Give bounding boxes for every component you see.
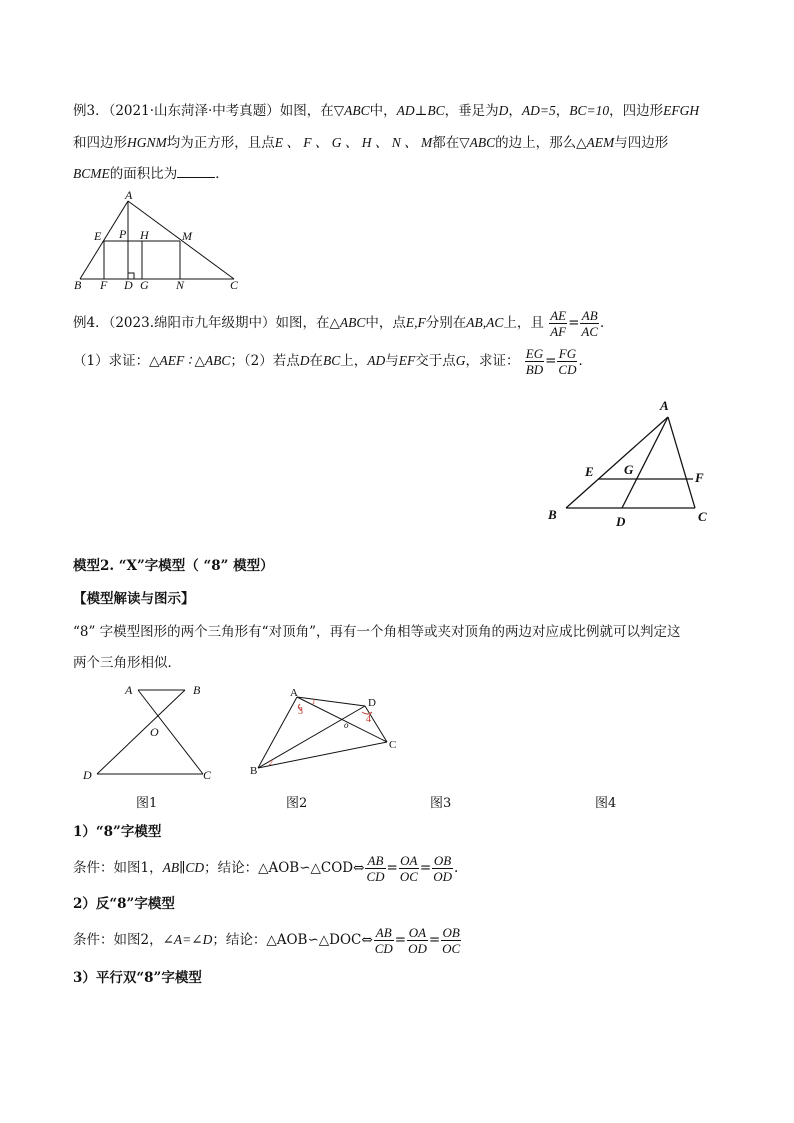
angle-label-4: 4 [366, 714, 371, 725]
model2-para-line1: “8” 字模型图形的两个三角形有“对顶角”，再有一个角相等或夹对顶角的两边对应成比例就可以判定这 [73, 624, 681, 640]
label-d: D [83, 768, 92, 782]
line-db [258, 706, 365, 768]
line-ad [297, 697, 365, 706]
label-o: o [344, 720, 349, 730]
label-h: H [140, 228, 149, 242]
case1-body: 条件：如图1，AB∥CD；结论：△AOB∽△COD⇔ $\frac{AB}{CD}$ = $\frac{OA}{OC}$ = $\frac{OB}{OD}$ . [73, 853, 459, 884]
ex4-figure [540, 393, 730, 533]
answer-blank[interactable] [177, 164, 215, 178]
label-b: B [193, 683, 201, 697]
frac-fg-cd: $\frac{FG}{CD}$ [558, 346, 577, 377]
label-b: B [250, 765, 258, 777]
label-g: G [140, 278, 149, 292]
caption-fig3: 图3 [430, 796, 452, 811]
frac-ob-oc: $\frac{OB}{OC}$ [442, 925, 461, 956]
label-d: D [368, 697, 376, 709]
line-bc [258, 742, 387, 768]
line-ac [138, 690, 203, 774]
caption-fig2: 图2 [286, 796, 308, 811]
label-f: F [695, 470, 704, 485]
case1-head: 1）“8”字模型 [73, 824, 162, 840]
label-p: P [119, 227, 127, 241]
line-ab [566, 417, 668, 508]
ex3-line2: 和四边形HGNM均为正方形，且点E 、 F 、 G 、 H 、 N 、 M都在▽ABC的边上，那么△AEM与四边形 [73, 135, 669, 151]
ex3-line1: 例3．（2021·山东菏泽·中考真题）如图，在▽ABC中，AD⊥BC，垂足为D，AD=5，BC=10，四边形EFGH [73, 103, 700, 119]
label-e: E [94, 229, 102, 243]
label-a: A [290, 687, 298, 699]
label-d: D [124, 278, 133, 292]
label-o: O [150, 725, 159, 739]
ex3-line3: BCME的面积比为 ． [73, 166, 229, 182]
model2-subtitle: 【模型解读与图示】 [73, 591, 195, 607]
label-b: B [74, 278, 82, 292]
case2-head: 2）反“8”字模型 [73, 896, 175, 912]
angle-label-2: 2 [269, 759, 273, 767]
ex4-line2: （1）求证：△AEF ∶ △ABC；（2）若点D在BC上，AD与EF交于点G，求证： $\frac{EG}{BD}$ = $\frac{FG}{CD}$ ． [73, 346, 592, 377]
label-c: C [698, 509, 707, 524]
frac-ab-cd: $\frac{AB}{CD}$ [374, 925, 393, 956]
caption-fig1: 图1 [136, 796, 158, 811]
angle-label-3: 3 [298, 706, 303, 717]
frac-ae-af: $\frac{AE}{AF}$ [550, 308, 567, 339]
line-bd [97, 690, 185, 774]
label-n: N [176, 278, 185, 292]
label-g: G [624, 462, 634, 477]
frac-oa-oc: $\frac{OA}{OC}$ [399, 853, 418, 884]
line-ac [668, 417, 695, 508]
model2-para-line2: 两个三角形相似． [73, 655, 181, 671]
frac-ob-od: $\frac{OB}{OD}$ [433, 853, 452, 884]
label-a: A [125, 683, 133, 697]
model2-title: 模型2. “X”字模型（ “8” 模型） [73, 558, 274, 574]
label-c: C [230, 278, 239, 292]
caption-fig4: 图4 [595, 796, 617, 811]
label-f: F [100, 278, 108, 292]
line-ab [258, 697, 297, 768]
fig1 [75, 678, 220, 788]
label-m: M [182, 229, 192, 243]
label-a: A [660, 398, 669, 413]
label-b: B [548, 507, 557, 522]
label-d: D [616, 514, 626, 529]
ex3-figure [70, 190, 245, 292]
ex4-line1: 例4．（2023.绵阳市九年级期中）如图，在△ABC中，点E,F分别在AB,AC上，且 $\frac{AE}{AF}$ = $\frac{AB}{AC}$ ． [73, 308, 614, 339]
frac-ab-ac: $\frac{AB}{AC}$ [581, 308, 599, 339]
label-c: C [389, 739, 397, 751]
label-e: E [585, 464, 594, 479]
frac-ab-cd: $\frac{AB}{CD}$ [366, 853, 385, 884]
label-c: C [203, 768, 212, 782]
label-a: A [125, 190, 133, 202]
angle-label-1: 1 [312, 698, 316, 706]
case3-head: 3）平行双“8”字模型 [73, 970, 202, 986]
case2-body: 条件：如图2，∠A=∠D；结论：△AOB∽△DOC⇔ $\frac{AB}{CD}$ = $\frac{OA}{OD}$ = $\frac{OB}{OC}$ [73, 925, 461, 956]
frac-oa-od: $\frac{OA}{OD}$ [408, 925, 427, 956]
fig2 [242, 682, 407, 782]
frac-eg-bd: $\frac{EG}{BD}$ [525, 346, 544, 377]
